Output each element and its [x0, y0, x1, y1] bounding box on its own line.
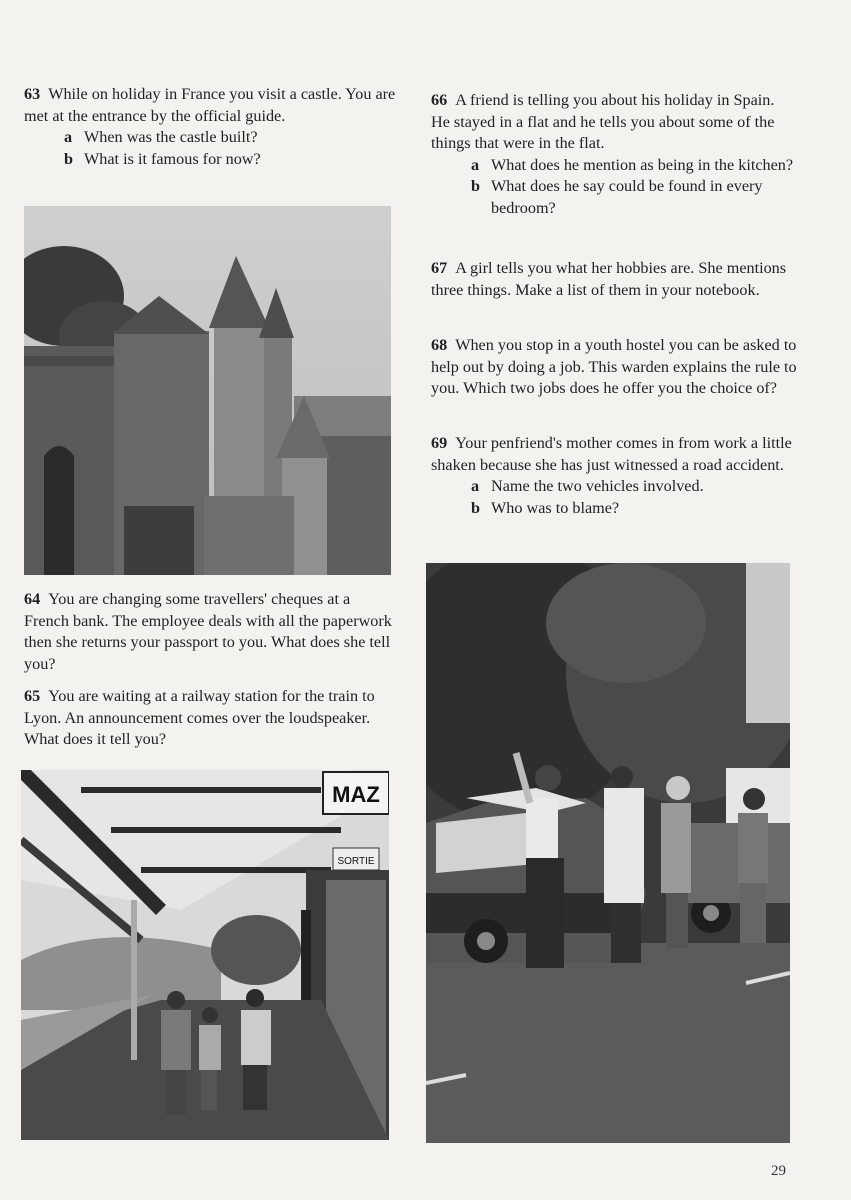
- question-69: [431, 433, 797, 519]
- question-63-b: b What is it famous for now?: [64, 149, 261, 168]
- question-number: 67: [431, 259, 448, 277]
- question-68: [431, 335, 797, 400]
- question-63: [24, 84, 396, 170]
- station-sign-text: MAZ: [332, 782, 380, 807]
- page-number: 29: [771, 1163, 786, 1179]
- question-number: 65: [24, 687, 41, 705]
- exit-sign-text: SORTIE: [337, 856, 375, 867]
- question-69-b: b Who was to blame?: [471, 498, 620, 517]
- question-66-a: a What does he mention as being in the kitchen?: [471, 155, 794, 174]
- question-65-text: 65 You are waiting at a railway station for the train to Lyon. An announcement comes over the loudspeaker. What does it tell you?: [24, 687, 375, 748]
- question-66: [431, 90, 797, 219]
- question-number: 69: [431, 434, 448, 452]
- question-number: 63: [24, 85, 41, 103]
- question-64: [24, 589, 396, 675]
- station-photo: [21, 770, 389, 1140]
- question-63-text: 63 While on holiday in France you visit a castle. You are met at the entrance by the official guide.: [24, 85, 396, 125]
- question-67-text: 67 A girl tells you what her hobbies are. She mentions three things. Make a list of them in your notebook.: [431, 259, 787, 299]
- question-68-text: 68 When you stop in a youth hostel you can be asked to help out by doing a job. This warden explains the rule to you. Which two jobs does he offer you the choice of?: [431, 336, 797, 397]
- question-66-text: 66 A friend is telling you about his holiday in Spain. He stayed in a flat and he tells you about some of the things that were in the flat.: [431, 91, 775, 152]
- question-number: 66: [431, 91, 448, 109]
- question-number: 64: [24, 590, 41, 608]
- question-69-text: 69 Your penfriend's mother comes in from work a little shaken because she has just witnessed a road accident.: [431, 434, 792, 474]
- castle-photo: [24, 206, 391, 575]
- question-66-b: b What does he say could be found in every bedroom?: [471, 177, 763, 217]
- question-64-text: 64 You are changing some travellers' cheques at a French bank. The employee deals with all the paperwork then she returns your passport to you. What does she tell you?: [24, 590, 392, 673]
- question-67: [431, 258, 797, 301]
- accident-photo: [426, 563, 790, 1143]
- question-number: 68: [431, 336, 448, 354]
- question-69-a: a Name the two vehicles involved.: [471, 477, 704, 495]
- question-63-a: a When was the castle built?: [64, 128, 258, 146]
- question-65: [24, 686, 396, 751]
